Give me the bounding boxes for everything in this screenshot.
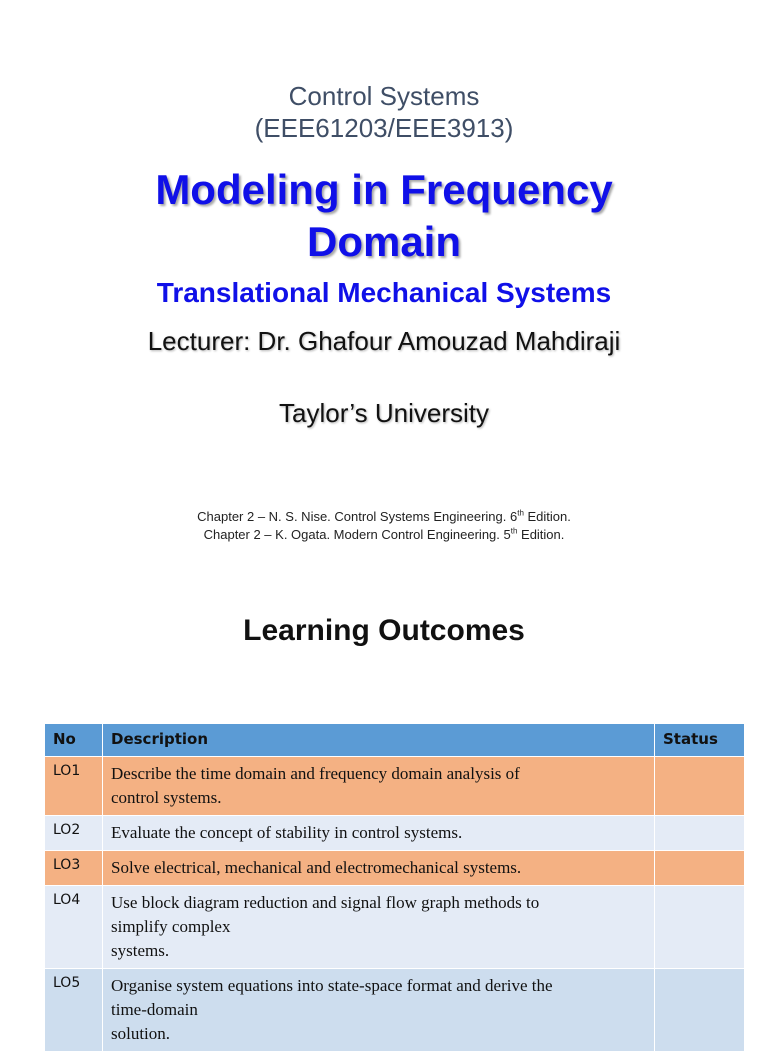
lo-description-line: Use block diagram reduction and signal flow graph methods to — [111, 893, 540, 912]
lo-description — [103, 851, 655, 886]
lo-status — [655, 886, 745, 969]
column-header-description: Description — [103, 724, 655, 757]
column-header-status: Status — [655, 724, 745, 757]
lo-status — [655, 851, 745, 886]
lo-status — [655, 816, 745, 851]
university-name: Taylor’s University — [279, 398, 489, 428]
table-row — [45, 816, 745, 851]
lo-description-line: Describe the time domain and frequency domain analysis of — [111, 764, 520, 783]
table-row — [45, 886, 745, 969]
lo-status — [655, 757, 745, 816]
lo-status — [655, 969, 745, 1052]
reference-1-sup: th — [517, 508, 524, 518]
lo-description-line: Evaluate the concept of stability in control systems. — [111, 823, 463, 842]
main-title-line-2: Domain — [306, 218, 461, 265]
reference-1 — [0, 508, 768, 526]
table-header-row — [45, 724, 745, 757]
lecturer-name: Lecturer: Dr. Ghafour Amouzad Mahdiraji — [147, 326, 621, 356]
course-heading — [0, 80, 768, 144]
main-title-line-1: Modeling in Frequency — [155, 166, 613, 213]
lo-description-line: solution. — [111, 1024, 171, 1043]
reference-2 — [0, 526, 768, 544]
table-row — [45, 969, 745, 1052]
lo-description — [103, 969, 655, 1052]
learning-outcomes-heading: Learning Outcomes — [243, 614, 525, 647]
main-title — [0, 164, 768, 268]
lo-number: LO5 — [45, 969, 103, 1052]
lo-description-line: Solve electrical, mechanical and electromechanical systems. — [111, 858, 522, 877]
lo-number: LO1 — [45, 757, 103, 816]
column-header-no: No — [45, 724, 103, 757]
lo-number: LO3 — [45, 851, 103, 886]
learning-outcomes-table — [44, 723, 745, 1052]
table-row — [45, 757, 745, 816]
references — [0, 508, 768, 544]
lo-number: LO2 — [45, 816, 103, 851]
lo-description-line: control systems. — [111, 788, 222, 807]
lo-description-line: Organise system equations into state-space format and derive the — [111, 976, 553, 995]
lo-description-line: systems. — [111, 941, 170, 960]
reference-1-tail: Edition. — [523, 509, 571, 524]
lo-description — [103, 816, 655, 851]
course-name: Control Systems — [288, 81, 480, 111]
reference-2-sup: th — [510, 526, 518, 536]
table-row — [45, 851, 745, 886]
lo-description — [103, 757, 655, 816]
lo-number: LO4 — [45, 886, 103, 969]
course-code: (EEE61203/EEE3913) — [254, 113, 514, 143]
reference-2-text: Chapter 2 – K. Ogata. Modern Control Engineering. 5 — [203, 527, 511, 542]
subtitle: Translational Mechanical Systems — [156, 277, 612, 308]
lo-description-line: simplify complex — [111, 917, 231, 936]
lo-description-line: time-domain — [111, 1000, 198, 1019]
reference-1-text: Chapter 2 – N. S. Nise. Control Systems Engineering. 6 — [197, 509, 518, 524]
reference-2-tail: Edition. — [517, 527, 565, 542]
lo-description — [103, 886, 655, 969]
